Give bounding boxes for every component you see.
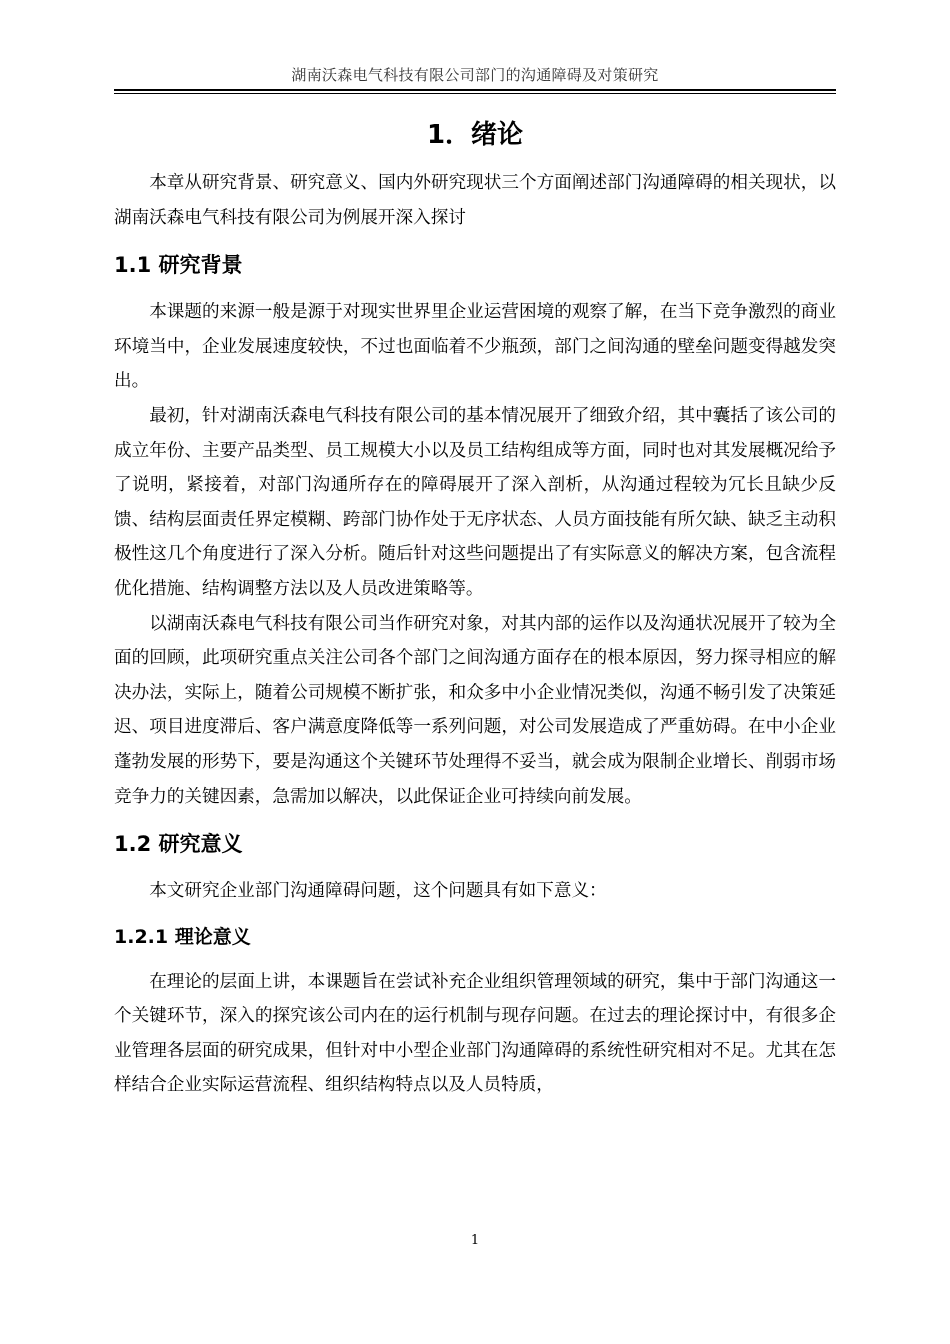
significance-paragraph: 本文研究企业部门沟通障碍问题，这个问题具有如下意义：: [149, 881, 607, 902]
subsection-heading-1-2-1: 1.2.1 理论意义: [114, 925, 251, 948]
section-heading-1-1: 1.1 研究背景: [114, 253, 243, 278]
background-paragraph-2: 最初，针对湖南沃森电气科技有限公司的基本情况展开了细致介绍，其中囊括了该公司的成立年份、主要产品类型、员工规模大小以及员工结构组成等方面，同时也对其发展概况给予了说明，紧接着，对部门沟通所存在的障碍展开了深入剖析，从沟通过程较为冗长且缺少反馈、结构层面责任界定模糊、跨部门协作处于无序状态、人员方面技能有所欠缺、缺乏主动积极性这几个角度进行了深入分析。随后针对这些问题提出了有实际意义的解决方案，包含流程优化措施、结构调整方法以及人员改进策略等。: [114, 405, 836, 599]
theory-paragraph: 在理论的层面上讲，本课题旨在尝试补充企业组织管理领域的研究，集中于部门沟通这一个关键环节，深入的探究该公司内在的运行机制与现存问题。在过去的理论探讨中，有很多企业管理各层面的研究成果，但针对中小型企业部门沟通障碍的系统性研究相对不足。尤其在怎样结合企业实际运营流程、组织结构特点以及人员特质，: [114, 971, 836, 1096]
header-rule-thick: [114, 89, 836, 91]
background-paragraph-3: 以湖南沃森电气科技有限公司当作研究对象，对其内部的运作以及沟通状况展开了较为全面的回顾，此项研究重点关注公司各个部门之间沟通方面存在的根本原因，努力探寻相应的解决办法，实际上，随着公司规模不断扩张，和众多中小企业情况类似，沟通不畅引发了决策延迟、项目进度滞后、客户满意度降低等一系列问题，对公司发展造成了严重妨碍。在中小企业蓬勃发展的形势下，要是沟通这个关键环节处理得不妥当，就会成为限制企业增长、削弱市场竞争力的关键因素，急需加以解决，以此保证企业可持续向前发展。: [114, 613, 836, 807]
page-body: [114, 110, 836, 1103]
section-heading-1-2: 1.2 研究意义: [114, 832, 243, 857]
running-header: 湖南沃森电气科技有限公司部门的沟通障碍及对策研究: [291, 66, 659, 84]
intro-paragraph: 本章从研究背景、研究意义、国内外研究现状三个方面阐述部门沟通障碍的相关现状，以湖南沃森电气科技有限公司为例展开深入探讨: [114, 173, 836, 228]
header-rule-thin: [114, 93, 836, 94]
chapter-title: 1．绪论: [426, 120, 524, 150]
page-number: 1: [470, 1233, 480, 1248]
background-paragraph-1: 本课题的来源一般是源于对现实世界里企业运营困境的观察了解，在当下竞争激烈的商业环境当中，企业发展速度较快，不过也面临着不少瓶颈，部门之间沟通的壁垒问题变得越发突出。: [114, 302, 836, 392]
